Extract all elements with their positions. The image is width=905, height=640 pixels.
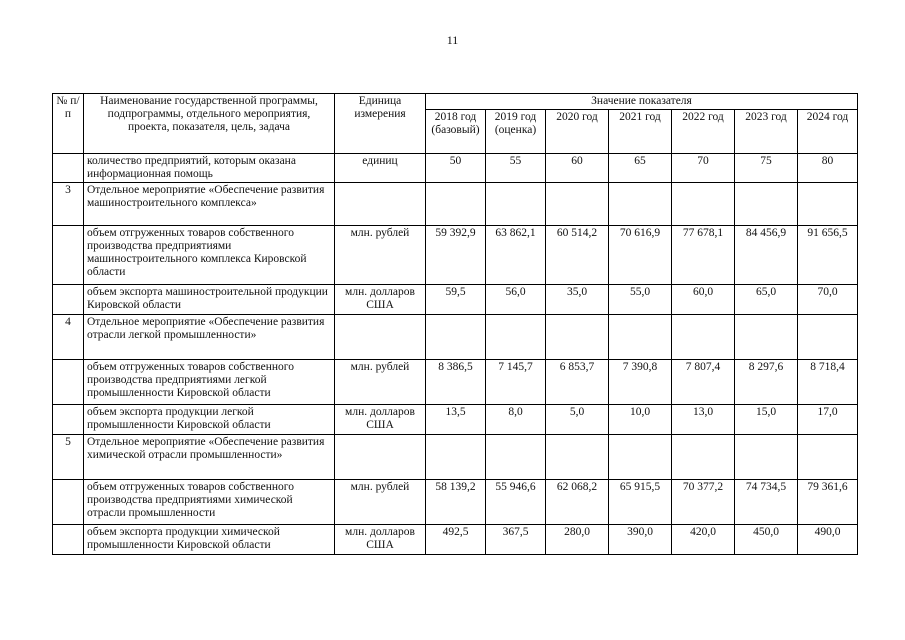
row-value: 60 514,2 bbox=[546, 226, 609, 285]
table-header bbox=[53, 94, 858, 154]
row-value bbox=[426, 315, 486, 360]
row-value: 70 377,2 bbox=[672, 480, 735, 525]
row-num bbox=[53, 360, 84, 405]
row-name: Отдельное мероприятие «Обеспечение развития отрасли легкой промышленности» bbox=[84, 315, 335, 360]
row-num bbox=[53, 154, 84, 183]
row-value bbox=[546, 435, 609, 480]
row-value bbox=[672, 315, 735, 360]
row-value: 65 bbox=[609, 154, 672, 183]
table-row bbox=[53, 315, 858, 360]
row-value: 50 bbox=[426, 154, 486, 183]
table-body bbox=[53, 154, 858, 555]
row-value: 55,0 bbox=[609, 285, 672, 315]
row-value bbox=[735, 315, 798, 360]
row-num: 3 bbox=[53, 183, 84, 226]
row-value bbox=[486, 315, 546, 360]
row-value: 55 946,6 bbox=[486, 480, 546, 525]
row-name: объем отгруженных товаров собственного производства предприятиями легкой промышленности Кировской области bbox=[84, 360, 335, 405]
table-row bbox=[53, 525, 858, 555]
row-name: объем отгруженных товаров собственного производства предприятиями химической отрасли промышленности bbox=[84, 480, 335, 525]
row-name: Отдельное мероприятие «Обеспечение развития машиностроительного комплекса» bbox=[84, 183, 335, 226]
table-row bbox=[53, 154, 858, 183]
row-value bbox=[609, 183, 672, 226]
row-value: 492,5 bbox=[426, 525, 486, 555]
row-value: 55 bbox=[486, 154, 546, 183]
row-value: 91 656,5 bbox=[798, 226, 858, 285]
row-value: 75 bbox=[735, 154, 798, 183]
row-unit: единиц bbox=[335, 154, 426, 183]
row-value: 6 853,7 bbox=[546, 360, 609, 405]
row-value: 62 068,2 bbox=[546, 480, 609, 525]
row-value: 65 915,5 bbox=[609, 480, 672, 525]
row-value: 13,0 bbox=[672, 405, 735, 435]
row-value bbox=[426, 435, 486, 480]
row-name: объем экспорта продукции легкой промышленности Кировской области bbox=[84, 405, 335, 435]
row-value: 7 145,7 bbox=[486, 360, 546, 405]
row-unit: млн. рублей bbox=[335, 480, 426, 525]
row-value: 10,0 bbox=[609, 405, 672, 435]
table-row bbox=[53, 183, 858, 226]
row-num: 4 bbox=[53, 315, 84, 360]
row-value bbox=[546, 183, 609, 226]
row-value: 5,0 bbox=[546, 405, 609, 435]
row-unit bbox=[335, 183, 426, 226]
row-value: 56,0 bbox=[486, 285, 546, 315]
row-value: 8,0 bbox=[486, 405, 546, 435]
table-row bbox=[53, 360, 858, 405]
row-value: 367,5 bbox=[486, 525, 546, 555]
row-num bbox=[53, 405, 84, 435]
row-value: 70 616,9 bbox=[609, 226, 672, 285]
row-num bbox=[53, 285, 84, 315]
row-value: 63 862,1 bbox=[486, 226, 546, 285]
row-value: 8 386,5 bbox=[426, 360, 486, 405]
header-year: 2023 год bbox=[735, 110, 798, 154]
row-value: 58 139,2 bbox=[426, 480, 486, 525]
row-value: 60,0 bbox=[672, 285, 735, 315]
row-value: 7 807,4 bbox=[672, 360, 735, 405]
header-year: 2019 год (оценка) bbox=[486, 110, 546, 154]
row-num bbox=[53, 480, 84, 525]
row-name: объем экспорта машиностроительной продукции Кировской области bbox=[84, 285, 335, 315]
row-value bbox=[486, 435, 546, 480]
row-unit: млн. рублей bbox=[335, 226, 426, 285]
row-value: 59,5 bbox=[426, 285, 486, 315]
header-year: 2018 год (базовый) bbox=[426, 110, 486, 154]
row-value bbox=[735, 435, 798, 480]
header-unit: Единица измерения bbox=[335, 94, 426, 154]
header-year: 2020 год bbox=[546, 110, 609, 154]
row-name: количество предприятий, которым оказана информационная помощь bbox=[84, 154, 335, 183]
row-num bbox=[53, 525, 84, 555]
row-value bbox=[672, 435, 735, 480]
row-unit: млн. долларов США bbox=[335, 285, 426, 315]
header-name: Наименование государственной программы, подпрограммы, отдельного мероприятия, проекта, показателя, цель, задача bbox=[84, 94, 335, 154]
row-name: объем отгруженных товаров собственного производства предприятиями машиностроительного комплекса Кировской области bbox=[84, 226, 335, 285]
indicator-table bbox=[52, 93, 858, 555]
row-value: 490,0 bbox=[798, 525, 858, 555]
header-year: 2021 год bbox=[609, 110, 672, 154]
row-value bbox=[486, 183, 546, 226]
row-unit: млн. долларов США bbox=[335, 405, 426, 435]
row-value: 77 678,1 bbox=[672, 226, 735, 285]
row-value bbox=[798, 315, 858, 360]
row-value: 35,0 bbox=[546, 285, 609, 315]
header-num: № п/п bbox=[53, 94, 84, 154]
row-value bbox=[798, 183, 858, 226]
row-value: 8 718,4 bbox=[798, 360, 858, 405]
header-year: 2024 год bbox=[798, 110, 858, 154]
row-unit: млн. рублей bbox=[335, 360, 426, 405]
row-value: 13,5 bbox=[426, 405, 486, 435]
row-value bbox=[735, 183, 798, 226]
page-number: 11 bbox=[446, 33, 459, 47]
row-value bbox=[672, 183, 735, 226]
row-num bbox=[53, 226, 84, 285]
table-row bbox=[53, 435, 858, 480]
row-value bbox=[426, 183, 486, 226]
header-values-group: Значение показателя bbox=[426, 94, 858, 110]
row-value: 80 bbox=[798, 154, 858, 183]
row-value: 74 734,5 bbox=[735, 480, 798, 525]
row-num: 5 bbox=[53, 435, 84, 480]
row-value: 79 361,6 bbox=[798, 480, 858, 525]
row-unit: млн. долларов США bbox=[335, 525, 426, 555]
row-value: 70 bbox=[672, 154, 735, 183]
row-value bbox=[798, 435, 858, 480]
row-value: 84 456,9 bbox=[735, 226, 798, 285]
header-year: 2022 год bbox=[672, 110, 735, 154]
row-value bbox=[609, 435, 672, 480]
table-row bbox=[53, 405, 858, 435]
row-value: 65,0 bbox=[735, 285, 798, 315]
row-value: 450,0 bbox=[735, 525, 798, 555]
row-value: 15,0 bbox=[735, 405, 798, 435]
row-value: 7 390,8 bbox=[609, 360, 672, 405]
table-row bbox=[53, 226, 858, 285]
row-value: 420,0 bbox=[672, 525, 735, 555]
row-name: Отдельное мероприятие «Обеспечение развития химической отрасли промышленности» bbox=[84, 435, 335, 480]
table-row bbox=[53, 480, 858, 525]
row-value: 17,0 bbox=[798, 405, 858, 435]
row-value: 8 297,6 bbox=[735, 360, 798, 405]
row-value bbox=[609, 315, 672, 360]
row-value bbox=[546, 315, 609, 360]
row-value: 280,0 bbox=[546, 525, 609, 555]
row-value: 60 bbox=[546, 154, 609, 183]
row-unit bbox=[335, 315, 426, 360]
row-value: 70,0 bbox=[798, 285, 858, 315]
row-value: 59 392,9 bbox=[426, 226, 486, 285]
row-unit bbox=[335, 435, 426, 480]
row-value: 390,0 bbox=[609, 525, 672, 555]
row-name: объем экспорта продукции химической промышленности Кировской области bbox=[84, 525, 335, 555]
table-row bbox=[53, 285, 858, 315]
